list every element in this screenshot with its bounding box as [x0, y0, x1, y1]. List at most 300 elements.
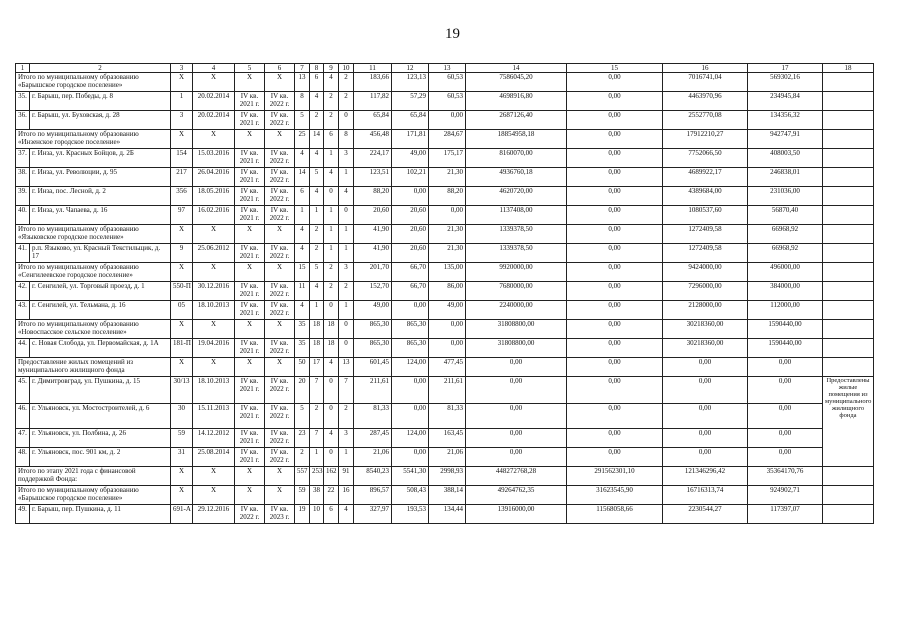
premises-private-cell: 1 — [339, 225, 354, 244]
fund-cost-cell: 0,00 — [567, 244, 663, 263]
area-total-cell: 865,30 — [354, 320, 392, 339]
planned-start-cell: X — [235, 358, 265, 377]
row-number: 36. — [16, 111, 30, 130]
cost-total-cell: 9920000,00 — [466, 263, 567, 282]
cost-total-cell: 4698916,80 — [466, 92, 567, 111]
local-cost-cell: 35364170,76 — [748, 467, 823, 486]
fund-cost-cell: 0,00 — [567, 263, 663, 282]
residents-cell: 35 — [295, 320, 310, 339]
area-private-cell: 49,00 — [429, 301, 466, 320]
remark-cell — [823, 505, 874, 524]
premises-private-cell: 8 — [339, 130, 354, 149]
planned-end-cell: IV кв. 2022 г. — [265, 339, 295, 358]
premises-total-cell: 38 — [310, 486, 324, 505]
local-cost-cell: 408003,50 — [748, 149, 823, 168]
decision-number-cell: X — [171, 358, 193, 377]
area-total-cell: 20,60 — [354, 206, 392, 225]
remark-cell — [823, 244, 874, 263]
remark-cell — [823, 92, 874, 111]
address-cell: с. Новая Слобода, ул. Первомайская, д. 1А — [30, 339, 171, 358]
residents-cell: 19 — [295, 505, 310, 524]
local-cost-cell: 231036,00 — [748, 187, 823, 206]
premises-total-cell: 17 — [310, 358, 324, 377]
table-row — [16, 282, 874, 301]
area-private-cell: 211,61 — [429, 377, 466, 404]
local-cost-cell: 924902,71 — [748, 486, 823, 505]
premises-total-cell: 4 — [310, 282, 324, 301]
premises-municipal-cell: 2 — [324, 263, 339, 282]
regional-cost-cell: 121346296,42 — [663, 467, 748, 486]
local-cost-cell: 0,00 — [748, 448, 823, 467]
local-cost-cell: 0,00 — [748, 404, 823, 429]
table-row — [16, 429, 874, 448]
decision-number-cell: 550-П — [171, 282, 193, 301]
decision-number-cell: 31 — [171, 448, 193, 467]
subtotal-label: Итого по муниципальному образованию «Языковское городское поселение» — [16, 225, 171, 244]
decision-number-cell: X — [171, 263, 193, 282]
cost-total-cell: 18854958,18 — [466, 130, 567, 149]
planned-start-cell: IV кв. 2021 г. — [235, 111, 265, 130]
table-row — [16, 244, 874, 263]
cost-total-cell: 448272768,28 — [466, 467, 567, 486]
fund-cost-cell: 0,00 — [567, 111, 663, 130]
area-municipal-cell: 0,00 — [392, 301, 429, 320]
residents-cell: 15 — [295, 263, 310, 282]
cost-total-cell: 13916000,00 — [466, 505, 567, 524]
decision-number-cell: 30/13 — [171, 377, 193, 404]
cost-total-cell: 0,00 — [466, 404, 567, 429]
regional-cost-cell: 0,00 — [663, 448, 748, 467]
remark-cell — [823, 339, 874, 358]
decision-date-cell: 18.10.2013 — [193, 377, 235, 404]
page-number: 19 — [445, 26, 460, 42]
residents-cell: 4 — [295, 149, 310, 168]
planned-end-cell: IV кв. 2023 г. — [265, 505, 295, 524]
area-municipal-cell: 193,53 — [392, 505, 429, 524]
area-private-cell: 134,44 — [429, 505, 466, 524]
subtotal-label: Итого по этапу 2021 года с финансовой поддержкой Фонда: — [16, 467, 171, 486]
area-total-cell: 49,00 — [354, 301, 392, 320]
planned-end-cell: X — [265, 320, 295, 339]
residents-cell: 557 — [295, 467, 310, 486]
decision-number-cell: 1 — [171, 92, 193, 111]
regional-cost-cell: 7016741,04 — [663, 73, 748, 92]
remark-cell — [823, 111, 874, 130]
column-number-3: 3 — [171, 64, 193, 73]
residents-cell: 11 — [295, 282, 310, 301]
area-municipal-cell: 20,60 — [392, 244, 429, 263]
premises-private-cell: 2 — [339, 282, 354, 301]
area-total-cell: 456,48 — [354, 130, 392, 149]
premises-municipal-cell: 6 — [324, 130, 339, 149]
premises-private-cell: 13 — [339, 358, 354, 377]
local-cost-cell: 942747,91 — [748, 130, 823, 149]
subtotal-row — [16, 130, 874, 149]
area-total-cell: 123,51 — [354, 168, 392, 187]
regional-cost-cell: 0,00 — [663, 358, 748, 377]
planned-start-cell: IV кв. 2021 г. — [235, 244, 265, 263]
area-municipal-cell: 865,30 — [392, 339, 429, 358]
area-municipal-cell: 102,21 — [392, 168, 429, 187]
area-total-cell: 8540,23 — [354, 467, 392, 486]
area-private-cell: 163,45 — [429, 429, 466, 448]
area-private-cell: 21,06 — [429, 448, 466, 467]
fund-cost-cell: 0,00 — [567, 320, 663, 339]
cost-total-cell: 0,00 — [466, 358, 567, 377]
premises-municipal-cell: 0 — [324, 187, 339, 206]
area-total-cell: 88,20 — [354, 187, 392, 206]
register-table — [15, 63, 874, 524]
column-number-4: 4 — [193, 64, 235, 73]
residents-cell: 35 — [295, 339, 310, 358]
planned-start-cell: IV кв. 2021 г. — [235, 282, 265, 301]
decision-number-cell: 3 — [171, 111, 193, 130]
regional-cost-cell: 0,00 — [663, 429, 748, 448]
area-private-cell: 21,30 — [429, 168, 466, 187]
cost-total-cell: 49264762,35 — [466, 486, 567, 505]
decision-number-cell: X — [171, 225, 193, 244]
area-private-cell: 21,30 — [429, 225, 466, 244]
planned-end-cell: IV кв. 2022 г. — [265, 149, 295, 168]
area-private-cell: 21,30 — [429, 244, 466, 263]
premises-total-cell: 2 — [310, 111, 324, 130]
area-municipal-cell: 171,81 — [392, 130, 429, 149]
planned-end-cell: IV кв. 2022 г. — [265, 206, 295, 225]
premises-municipal-cell: 1 — [324, 225, 339, 244]
address-cell: р.п. Языково, ул. Красный Текстильщик, д. 17 — [30, 244, 171, 263]
decision-number-cell: X — [171, 73, 193, 92]
fund-cost-cell: 0,00 — [567, 130, 663, 149]
local-cost-cell: 1590440,00 — [748, 320, 823, 339]
premises-municipal-cell: 1 — [324, 206, 339, 225]
planned-start-cell: X — [235, 130, 265, 149]
premises-private-cell: 4 — [339, 505, 354, 524]
local-cost-cell: 496000,00 — [748, 263, 823, 282]
regional-cost-cell: 0,00 — [663, 377, 748, 404]
remark-cell — [823, 149, 874, 168]
premises-municipal-cell: 0 — [324, 448, 339, 467]
remark-cell — [823, 358, 874, 377]
subtotal-row — [16, 486, 874, 505]
decision-date-cell: 25.08.2014 — [193, 448, 235, 467]
planned-end-cell: X — [265, 263, 295, 282]
residents-cell: 5 — [295, 111, 310, 130]
regional-cost-cell: 7752066,50 — [663, 149, 748, 168]
register-table-wrapper — [15, 63, 873, 524]
row-number: 40. — [16, 206, 30, 225]
planned-end-cell: X — [265, 486, 295, 505]
premises-total-cell: 2 — [310, 404, 324, 429]
area-municipal-cell: 124,00 — [392, 358, 429, 377]
area-private-cell: 0,00 — [429, 111, 466, 130]
premises-private-cell: 1 — [339, 244, 354, 263]
premises-municipal-cell: 0 — [324, 301, 339, 320]
residents-cell: 6 — [295, 187, 310, 206]
remark-cell — [823, 263, 874, 282]
planned-end-cell: IV кв. 2022 г. — [265, 187, 295, 206]
premises-private-cell: 0 — [339, 320, 354, 339]
decision-date-cell: 25.06.2012 — [193, 244, 235, 263]
premises-private-cell: 1 — [339, 301, 354, 320]
remark-cell — [823, 73, 874, 92]
decision-date-cell: X — [193, 73, 235, 92]
decision-number-cell: 356 — [171, 187, 193, 206]
area-private-cell: 2998,93 — [429, 467, 466, 486]
decision-date-cell: 19.04.2016 — [193, 339, 235, 358]
planned-start-cell: IV кв. 2021 г. — [235, 168, 265, 187]
address-cell: г. Ульяновск, ул. Мостостроителей, д. 6 — [30, 404, 171, 429]
column-number-18: 18 — [823, 64, 874, 73]
decision-number-cell: 97 — [171, 206, 193, 225]
cost-total-cell: 7586045,20 — [466, 73, 567, 92]
fund-cost-cell: 291562301,10 — [567, 467, 663, 486]
premises-municipal-cell: 18 — [324, 320, 339, 339]
premises-total-cell: 18 — [310, 339, 324, 358]
remark-cell — [823, 206, 874, 225]
area-municipal-cell: 0,00 — [392, 448, 429, 467]
area-total-cell: 327,97 — [354, 505, 392, 524]
column-number-15: 15 — [567, 64, 663, 73]
premises-municipal-cell: 162 — [324, 467, 339, 486]
area-municipal-cell: 5541,30 — [392, 467, 429, 486]
residents-cell: 2 — [295, 448, 310, 467]
area-total-cell: 211,61 — [354, 377, 392, 404]
premises-private-cell: 4 — [339, 187, 354, 206]
remark-cell — [823, 467, 874, 486]
premises-municipal-cell: 22 — [324, 486, 339, 505]
planned-end-cell: IV кв. 2022 г. — [265, 448, 295, 467]
planned-end-cell: IV кв. 2022 г. — [265, 111, 295, 130]
table-row — [16, 505, 874, 524]
area-municipal-cell: 508,43 — [392, 486, 429, 505]
premises-municipal-cell: 0 — [324, 404, 339, 429]
address-cell: г. Сенгилей, ул. Торговый проезд, д. 1 — [30, 282, 171, 301]
area-municipal-cell: 124,00 — [392, 429, 429, 448]
cost-total-cell: 1339378,50 — [466, 225, 567, 244]
address-cell: г. Инза, пос. Лесной, д. 2 — [30, 187, 171, 206]
fund-cost-cell: 0,00 — [567, 92, 663, 111]
subtotal-row — [16, 225, 874, 244]
premises-total-cell: 4 — [310, 187, 324, 206]
cost-total-cell: 31808800,00 — [466, 320, 567, 339]
column-number-10: 10 — [339, 64, 354, 73]
planned-start-cell: X — [235, 320, 265, 339]
local-cost-cell: 234945,84 — [748, 92, 823, 111]
decision-date-cell: X — [193, 358, 235, 377]
premises-private-cell: 1 — [339, 448, 354, 467]
area-total-cell: 41,90 — [354, 225, 392, 244]
planned-start-cell: IV кв. 2021 г. — [235, 377, 265, 404]
area-municipal-cell: 0,00 — [392, 187, 429, 206]
regional-cost-cell: 16716313,74 — [663, 486, 748, 505]
area-municipal-cell: 57,29 — [392, 92, 429, 111]
regional-cost-cell: 2552770,08 — [663, 111, 748, 130]
premises-total-cell: 2 — [310, 225, 324, 244]
area-municipal-cell: 66,70 — [392, 282, 429, 301]
premises-total-cell: 14 — [310, 130, 324, 149]
residents-cell: 25 — [295, 130, 310, 149]
premises-private-cell: 0 — [339, 206, 354, 225]
decision-number-cell: 181-П — [171, 339, 193, 358]
local-cost-cell: 0,00 — [748, 358, 823, 377]
remark-cell — [823, 187, 874, 206]
fund-cost-cell: 0,00 — [567, 377, 663, 404]
row-number: 46. — [16, 404, 30, 429]
regional-cost-cell: 2230544,27 — [663, 505, 748, 524]
area-total-cell: 21,06 — [354, 448, 392, 467]
remark-cell — [823, 168, 874, 187]
local-cost-cell: 384000,00 — [748, 282, 823, 301]
residents-cell: 5 — [295, 404, 310, 429]
address-cell: г. Ульяновск, ул. Полбина, д. 26 — [30, 429, 171, 448]
table-row — [16, 111, 874, 130]
premises-municipal-cell: 2 — [324, 92, 339, 111]
residents-cell: 4 — [295, 225, 310, 244]
cost-total-cell: 0,00 — [466, 448, 567, 467]
cost-total-cell: 0,00 — [466, 377, 567, 404]
area-total-cell: 287,45 — [354, 429, 392, 448]
area-private-cell: 284,67 — [429, 130, 466, 149]
fund-cost-cell: 0,00 — [567, 358, 663, 377]
residents-cell: 50 — [295, 358, 310, 377]
address-cell: г. Инза, ул. Чапаева, д. 16 — [30, 206, 171, 225]
area-private-cell: 175,17 — [429, 149, 466, 168]
address-cell: г. Инза, ул. Революции, д. 95 — [30, 168, 171, 187]
row-number: 42. — [16, 282, 30, 301]
residents-cell: 23 — [295, 429, 310, 448]
fund-cost-cell: 0,00 — [567, 225, 663, 244]
row-number: 49. — [16, 505, 30, 524]
fund-cost-cell: 0,00 — [567, 187, 663, 206]
premises-total-cell: 7 — [310, 377, 324, 404]
subtotal-label: Итого по муниципальному образованию «Сенгилеевское городское поселение» — [16, 263, 171, 282]
premises-private-cell: 3 — [339, 263, 354, 282]
regional-cost-cell: 30218360,00 — [663, 339, 748, 358]
planned-start-cell: IV кв. 2021 г. — [235, 301, 265, 320]
table-row — [16, 187, 874, 206]
decision-date-cell: 30.12.2016 — [193, 282, 235, 301]
premises-municipal-cell: 4 — [324, 358, 339, 377]
planned-end-cell: X — [265, 467, 295, 486]
subtotal-row — [16, 73, 874, 92]
column-number-7: 7 — [295, 64, 310, 73]
fund-cost-cell: 31623545,90 — [567, 486, 663, 505]
fund-cost-cell: 0,00 — [567, 404, 663, 429]
premises-municipal-cell: 4 — [324, 429, 339, 448]
table-row — [16, 448, 874, 467]
premises-private-cell: 2 — [339, 73, 354, 92]
area-private-cell: 60,53 — [429, 92, 466, 111]
cost-total-cell: 7680000,00 — [466, 282, 567, 301]
decision-number-cell: 05 — [171, 301, 193, 320]
regional-cost-cell: 0,00 — [663, 404, 748, 429]
local-cost-cell: 1590440,00 — [748, 339, 823, 358]
remark-cell — [823, 130, 874, 149]
premises-total-cell: 4 — [310, 92, 324, 111]
local-cost-cell: 0,00 — [748, 429, 823, 448]
column-number-5: 5 — [235, 64, 265, 73]
cost-total-cell: 1137408,00 — [466, 206, 567, 225]
row-number: 39. — [16, 187, 30, 206]
local-cost-cell: 246838,01 — [748, 168, 823, 187]
planned-end-cell: IV кв. 2022 г. — [265, 282, 295, 301]
area-private-cell: 388,14 — [429, 486, 466, 505]
area-municipal-cell: 66,70 — [392, 263, 429, 282]
decision-number-cell: X — [171, 130, 193, 149]
table-row — [16, 168, 874, 187]
local-cost-cell: 134356,32 — [748, 111, 823, 130]
remark-cell — [823, 486, 874, 505]
cost-total-cell: 0,00 — [466, 429, 567, 448]
regional-cost-cell: 1272409,58 — [663, 244, 748, 263]
premises-total-cell: 18 — [310, 320, 324, 339]
residents-cell: 14 — [295, 168, 310, 187]
area-total-cell: 896,57 — [354, 486, 392, 505]
regional-cost-cell: 2128000,00 — [663, 301, 748, 320]
row-number: 48. — [16, 448, 30, 467]
subtotal-row — [16, 263, 874, 282]
premises-municipal-cell: 4 — [324, 73, 339, 92]
area-total-cell: 117,82 — [354, 92, 392, 111]
premises-total-cell: 5 — [310, 168, 324, 187]
fund-cost-cell: 0,00 — [567, 301, 663, 320]
local-cost-cell: 0,00 — [748, 377, 823, 404]
column-number-6: 6 — [265, 64, 295, 73]
row-number: 37. — [16, 149, 30, 168]
planned-start-cell: IV кв. 2021 г. — [235, 92, 265, 111]
regional-cost-cell: 17912210,27 — [663, 130, 748, 149]
cost-total-cell: 31808800,00 — [466, 339, 567, 358]
decision-number-cell: 59 — [171, 429, 193, 448]
register-table-body — [16, 64, 874, 524]
premises-total-cell: 6 — [310, 73, 324, 92]
local-cost-cell: 56870,40 — [748, 206, 823, 225]
premises-private-cell: 0 — [339, 339, 354, 358]
decision-date-cell: 29.12.2016 — [193, 505, 235, 524]
local-cost-cell: 117397,07 — [748, 505, 823, 524]
premises-private-cell: 3 — [339, 149, 354, 168]
regional-cost-cell: 9424000,00 — [663, 263, 748, 282]
subtotal-label: Итого по муниципальному образованию «Барышское городское поселение» — [16, 486, 171, 505]
column-number-16: 16 — [663, 64, 748, 73]
decision-number-cell: 9 — [171, 244, 193, 263]
table-row — [16, 206, 874, 225]
decision-number-cell: X — [171, 486, 193, 505]
area-total-cell: 152,70 — [354, 282, 392, 301]
fund-cost-cell: 0,00 — [567, 149, 663, 168]
planned-start-cell: X — [235, 467, 265, 486]
planned-start-cell: IV кв. 2022 г. — [235, 505, 265, 524]
row-number: 44. — [16, 339, 30, 358]
premises-total-cell: 1 — [310, 448, 324, 467]
area-municipal-cell: 20,60 — [392, 225, 429, 244]
cost-total-cell: 2240000,00 — [466, 301, 567, 320]
area-total-cell: 81,33 — [354, 404, 392, 429]
premises-total-cell: 10 — [310, 505, 324, 524]
regional-cost-cell: 1272409,58 — [663, 225, 748, 244]
table-row — [16, 404, 874, 429]
area-private-cell: 0,00 — [429, 206, 466, 225]
table-row — [16, 92, 874, 111]
premises-municipal-cell: 0 — [324, 377, 339, 404]
planned-start-cell: IV кв. 2021 г. — [235, 448, 265, 467]
row-number: 45. — [16, 377, 30, 404]
table-row — [16, 149, 874, 168]
column-number-14: 14 — [466, 64, 567, 73]
area-private-cell: 477,45 — [429, 358, 466, 377]
decision-date-cell: X — [193, 320, 235, 339]
regional-cost-cell: 7296000,00 — [663, 282, 748, 301]
